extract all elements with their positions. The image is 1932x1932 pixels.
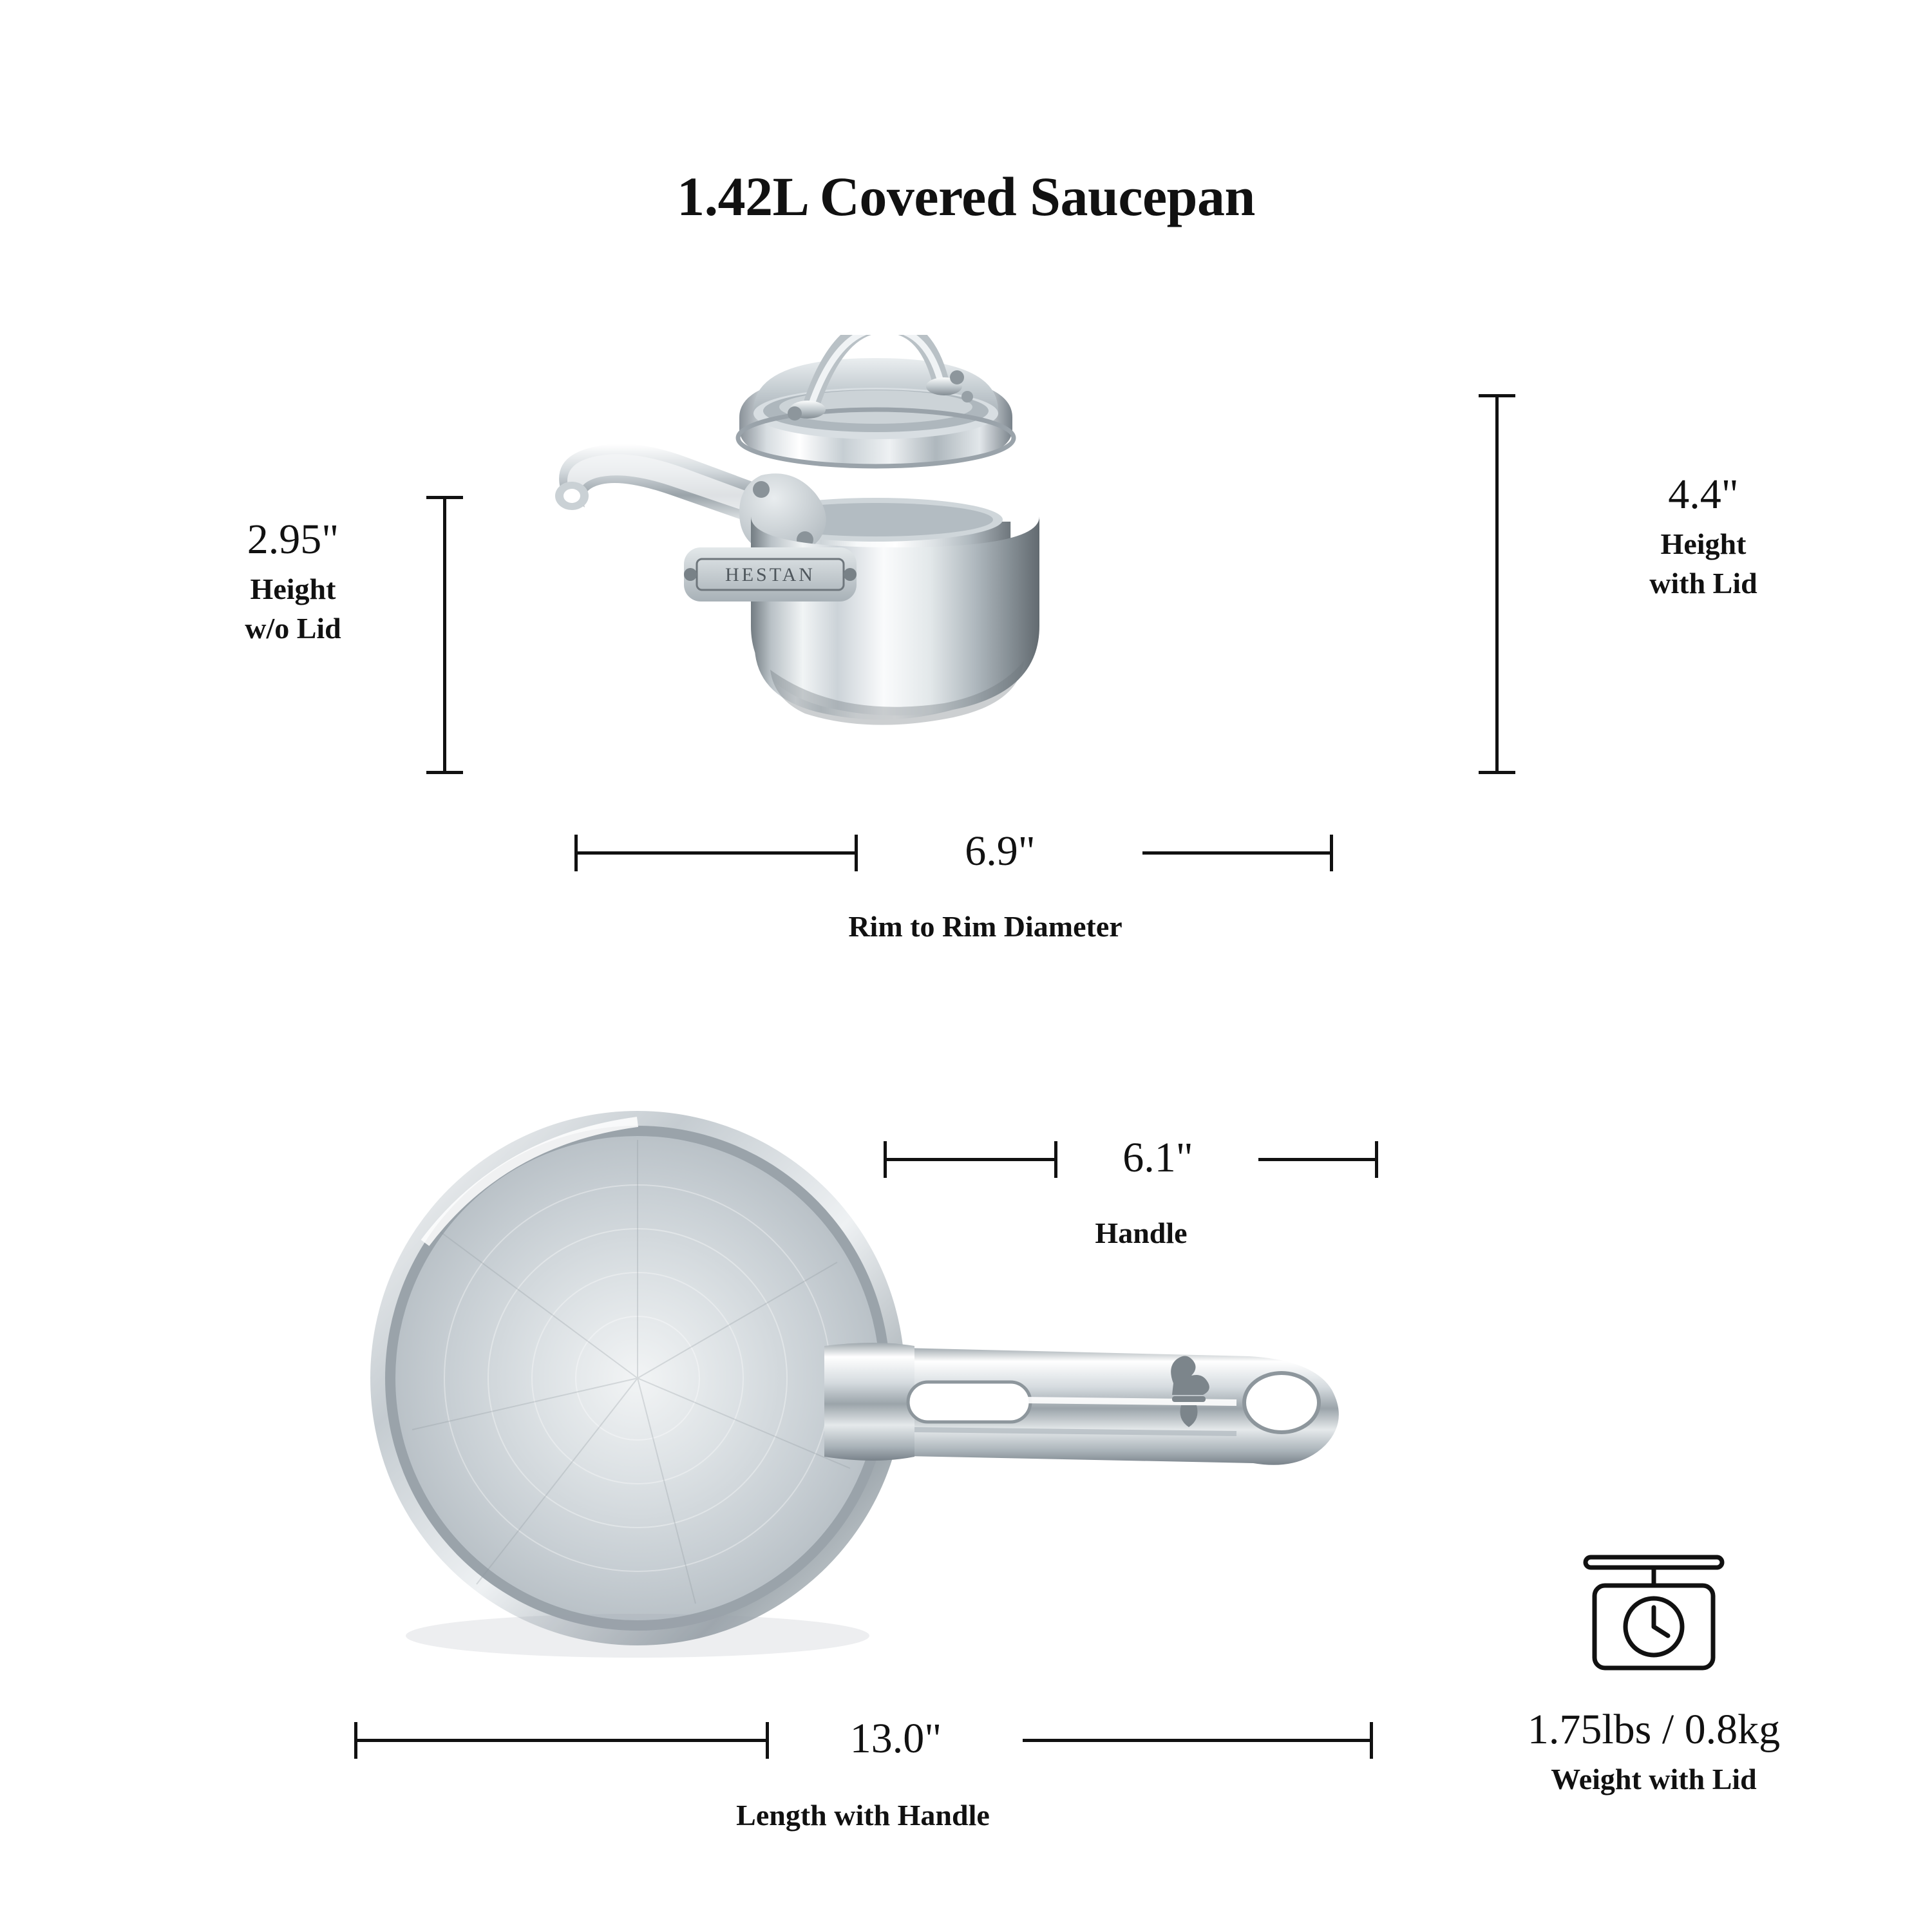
hestan-badge <box>684 547 857 601</box>
height-with-lid-rule <box>1495 394 1499 774</box>
height-with-lid-caption-2: with Lid <box>1649 567 1757 600</box>
saucepan-top-view-illustration <box>335 1069 1430 1752</box>
handle-value: 6.1" <box>1057 1133 1258 1182</box>
length-with-handle-caption <box>509 1790 1217 1834</box>
weight-caption: Weight with Lid <box>1551 1762 1757 1795</box>
height-without-lid-rule <box>443 496 446 774</box>
height-without-lid-value: 2.95" <box>247 516 339 563</box>
height-with-lid-value: 4.4" <box>1668 471 1739 518</box>
saucepan-side-body-layer <box>535 335 1410 811</box>
handle-rule-left <box>884 1158 1057 1161</box>
height-without-lid-caption-2: w/o Lid <box>245 612 341 645</box>
length-with-handle-rule-right <box>989 1739 1373 1742</box>
height-without-lid-label <box>161 515 425 647</box>
height-with-lid-caption-1: Height <box>1660 527 1747 560</box>
page-title: 1.42L Covered Saucepan <box>677 166 1255 227</box>
svg-text:HESTAN: HESTAN <box>725 564 815 585</box>
kitchen-scale-icon <box>1577 1546 1731 1687</box>
handle-caption-text: Handle <box>1095 1217 1188 1249</box>
height-without-lid-caption-1: Height <box>250 572 336 605</box>
rim-to-rim-value: 6.9" <box>858 827 1142 876</box>
length-with-handle-rule-left <box>354 1739 769 1742</box>
rim-to-rim-caption-text: Rim to Rim Diameter <box>848 910 1122 943</box>
rim-to-rim-caption <box>715 902 1256 945</box>
weight-value: 1.75lbs / 0.8kg <box>1527 1706 1781 1753</box>
rim-to-rim-rule-left <box>574 851 858 855</box>
rim-to-rim-rule-right <box>1109 851 1333 855</box>
length-with-handle-value: 13.0" <box>769 1714 1023 1763</box>
height-with-lid-label <box>1546 470 1861 602</box>
length-with-handle-caption-text: Length with Handle <box>736 1799 990 1832</box>
weight-label <box>1428 1705 1879 1797</box>
handle-caption <box>1012 1208 1270 1252</box>
